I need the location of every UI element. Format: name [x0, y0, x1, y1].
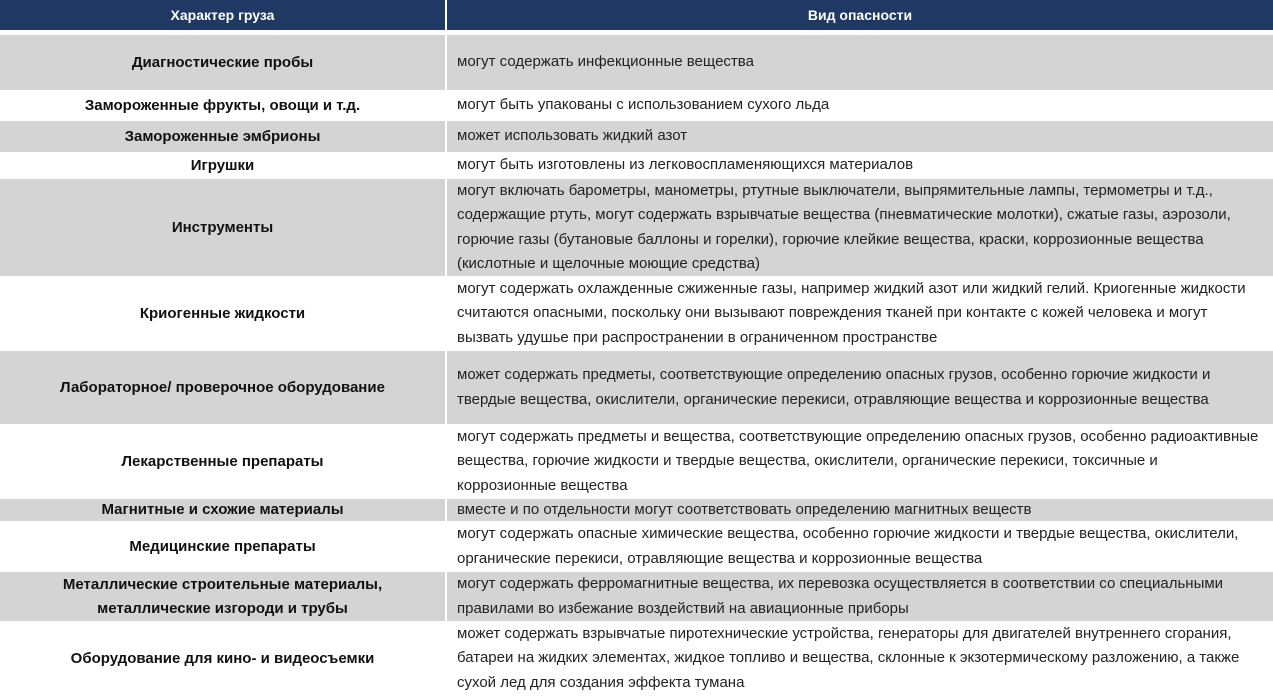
table-row — [0, 521, 1273, 572]
hazard-cell: вместе и по отдельности могут соответствовать определению магнитных веществ — [447, 499, 1273, 521]
hazard-cell: могут содержать инфекционные вещества — [447, 35, 1273, 90]
cargo-cell: Игрушки — [190, 156, 255, 174]
hazard-cell: может содержать предметы, соответствующие определению опасных грузов, особенно горючие жидкости и твердые вещества, окислители, органические перекиси, отравляющие вещества и коррозионные вещества — [447, 351, 1273, 424]
table-row — [0, 35, 1273, 90]
hazard-cell: могут содержать опасные химические вещества, особенно горючие жидкости и твердые вещества, окислители, органические перекиси, отравляющие вещества и коррозионные вещества — [457, 525, 1239, 567]
header-hazard: Вид опасности — [447, 0, 1273, 30]
cargo-cell: Магнитные и схожие материалы — [0, 499, 445, 521]
table-row — [0, 179, 1273, 276]
table-row — [0, 499, 1273, 521]
cargo-cell: Медицинские препараты — [129, 537, 316, 555]
hazard-cell: могут содержать предметы и вещества, соответствующие определению опасных грузов, особенно радиоактивные вещества, горючие жидкости и твердые вещества, окислители, органические перекиси, токсичные и коррозионные вещества — [457, 427, 1259, 494]
cargo-cell: Диагностические пробы — [0, 35, 445, 90]
header-cargo: Характер груза — [0, 0, 445, 30]
table-row — [0, 572, 1273, 621]
table-row — [0, 621, 1273, 696]
hazard-cell: могут включать барометры, манометры, ртутные выключатели, выпрямительные лампы, термометры и т.д., содержащие ртуть, могут содержать взрывчатые вещества (пневматические молотки), сжатые газы, аэрозоли, горючие газы (бутановые баллоны и горелки), горючие клейкие вещества, краски, коррозионные вещества (кислотные и щелочные моющие средства) — [447, 179, 1273, 276]
cargo-cell: Замороженные эмбрионы — [0, 121, 445, 152]
hazard-cell: могут быть упакованы с использованием сухого льда — [457, 96, 830, 114]
table-row — [0, 152, 1273, 179]
cargo-cell: Лабораторное/ проверочное оборудование — [0, 351, 445, 424]
hazard-cell: могут содержать ферромагнитные вещества, их перевозка осуществляется в соответствии со специальными правилами во избежание воздействий на авиационные приборы — [447, 572, 1273, 621]
hazard-cell: может использовать жидкий азот — [447, 121, 1273, 152]
cargo-cell: Инструменты — [0, 179, 445, 276]
table-row — [0, 121, 1273, 152]
cargo-cell: Оборудование для кино- и видеосъемки — [70, 649, 375, 667]
cargo-cell: Металлические строительные материалы, металлические изгороди и трубы — [0, 572, 445, 621]
table-row — [0, 424, 1273, 499]
hazard-cell: могут быть изготовлены из легковоспламеняющихся материалов — [457, 156, 914, 174]
table-row — [0, 90, 1273, 121]
table-row — [0, 276, 1273, 351]
cargo-cell: Лекарственные препараты — [121, 452, 324, 470]
table-row — [0, 351, 1273, 424]
cargo-cell: Криогенные жидкости — [139, 304, 306, 322]
hazard-cell: может содержать взрывчатые пиротехнические устройства, генераторы для двигателей внутреннего сгорания, батареи на жидких элементах, жидкое топливо и вещества, склонные к экзотермическому разложению, а также сухой лед для создания эффекта тумана — [457, 624, 1240, 691]
cargo-cell: Замороженные фрукты, овощи и т.д. — [84, 96, 361, 114]
table-header — [0, 0, 1273, 30]
hazard-cell: могут содержать охлажденные сжиженные газы, например жидкий азот или жидкий гелий. Криогенные жидкости считаются опасными, поскольку они вызывают повреждения тканей при контакте с кожей человека и могут вызвать удушье при распространении в ограниченном пространстве — [457, 279, 1246, 346]
